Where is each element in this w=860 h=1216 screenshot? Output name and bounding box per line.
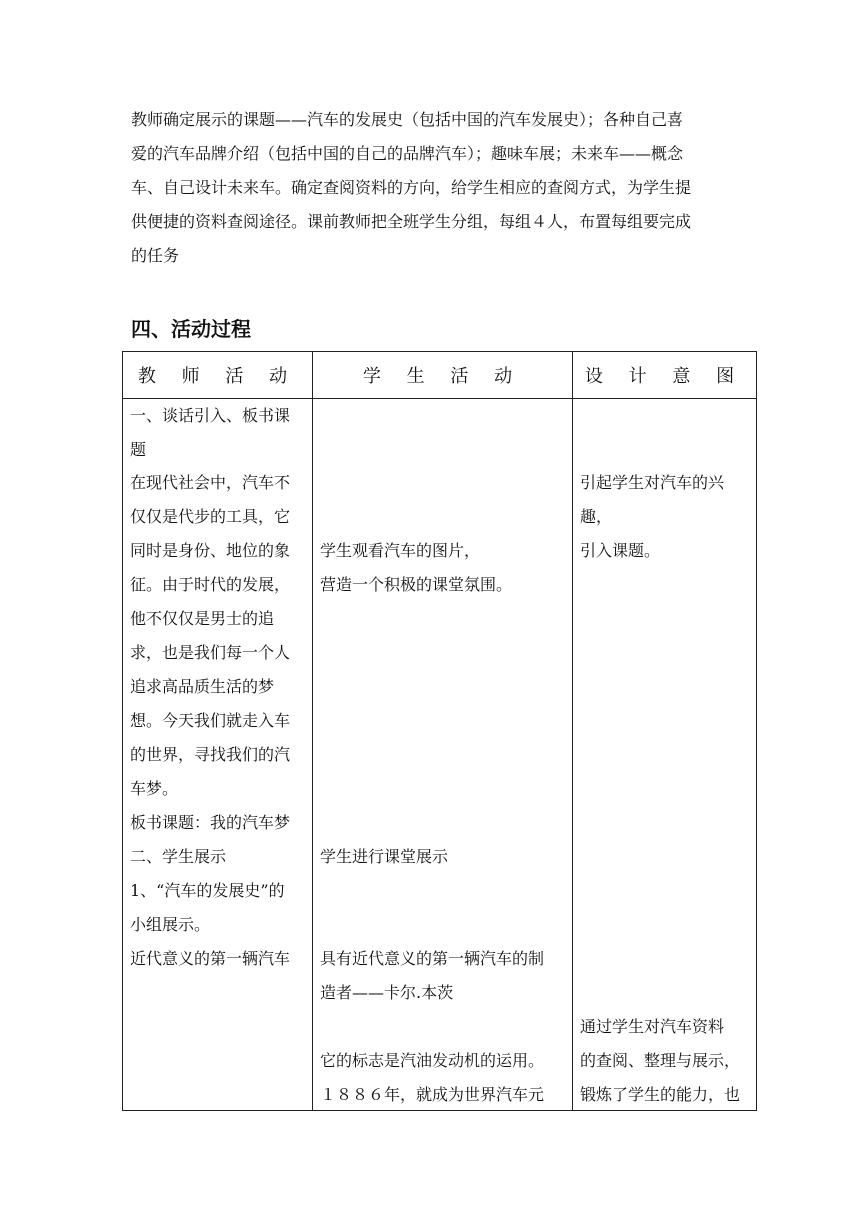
teacher-line: 同时是身份、地位的象 xyxy=(130,541,291,560)
teacher-line: 追求高品质生活的梦 xyxy=(130,677,275,696)
teacher-line: 1、“汽车的发展史”的 xyxy=(130,881,285,900)
teacher-line: 想。今天我们就走入车 xyxy=(130,711,291,730)
design-line: 趣， xyxy=(580,507,613,526)
header-teacher-activity: 教 师 活 动 xyxy=(123,352,313,399)
intro-line: 教师确定展示的课题——汽车的发展史（包括中国的汽车发展史）；各种自己喜 xyxy=(131,110,684,129)
student-line: １８８６年，就成为世界汽车元 xyxy=(320,1085,545,1104)
teacher-line: 他不仅仅是男士的追 xyxy=(130,609,275,628)
header-student-activity: 学 生 活 动 xyxy=(313,352,573,399)
table-header-row xyxy=(123,352,757,399)
teacher-line: 板书课题：我的汽车梦 xyxy=(130,813,291,832)
activity-table xyxy=(122,351,757,1111)
intro-line: 车、自己设计未来车。确定查阅资料的方向，给学生相应的查阅方式，为学生提 xyxy=(131,178,692,197)
design-line: 引起学生对汽车的兴 xyxy=(580,473,725,492)
teacher-line: 题 xyxy=(130,440,147,459)
teacher-line: 的世界，寻找我们的汽 xyxy=(130,745,291,764)
teacher-activity-cell xyxy=(123,399,313,1111)
table-row xyxy=(123,399,757,1111)
student-line: 造者——卡尔.本茨 xyxy=(320,983,454,1002)
intro-line: 供便捷的资料查阅途径。课前教师把全班学生分组，每组４人，布置每组要完成 xyxy=(131,212,692,231)
header-design-intent: 设 计 意 图 xyxy=(573,352,757,399)
teacher-line: 车梦。 xyxy=(130,779,179,798)
section-heading: 四、活动过程 xyxy=(131,317,251,341)
teacher-line: 二、学生展示 xyxy=(130,847,227,866)
teacher-line: 仅仅是代步的工具，它 xyxy=(130,507,291,526)
teacher-line: 征。由于时代的发展， xyxy=(130,575,291,594)
student-line: 学生观看汽车的图片， xyxy=(320,541,481,560)
teacher-line: 近代意义的第一辆汽车 xyxy=(130,949,291,968)
teacher-line: 求，也是我们每一个人 xyxy=(130,643,291,662)
teacher-line: 小组展示。 xyxy=(130,915,211,934)
teacher-line: 在现代社会中，汽车不 xyxy=(130,473,291,492)
design-intent-cell xyxy=(573,399,757,1111)
design-line: 通过学生对汽车资料 xyxy=(580,1017,725,1036)
teacher-line: 一、谈话引入、板书课 xyxy=(130,406,291,425)
student-line: 具有近代意义的第一辆汽车的制 xyxy=(320,949,545,968)
design-line: 引入课题。 xyxy=(580,541,661,560)
design-line: 的查阅、整理与展示， xyxy=(580,1051,741,1070)
intro-line: 爱的汽车品牌介绍（包括中国的自己的品牌汽车）；趣味车展；未来车——概念 xyxy=(131,144,684,163)
student-line: 营造一个积极的课堂氛围。 xyxy=(320,575,513,594)
design-line: 锻炼了学生的能力，也 xyxy=(580,1085,741,1104)
student-activity-cell xyxy=(313,399,573,1111)
student-line: 学生进行课堂展示 xyxy=(320,847,449,866)
intro-paragraph xyxy=(131,103,746,273)
student-line: 它的标志是汽油发动机的运用。 xyxy=(320,1051,545,1070)
intro-line: 的任务 xyxy=(131,246,180,265)
